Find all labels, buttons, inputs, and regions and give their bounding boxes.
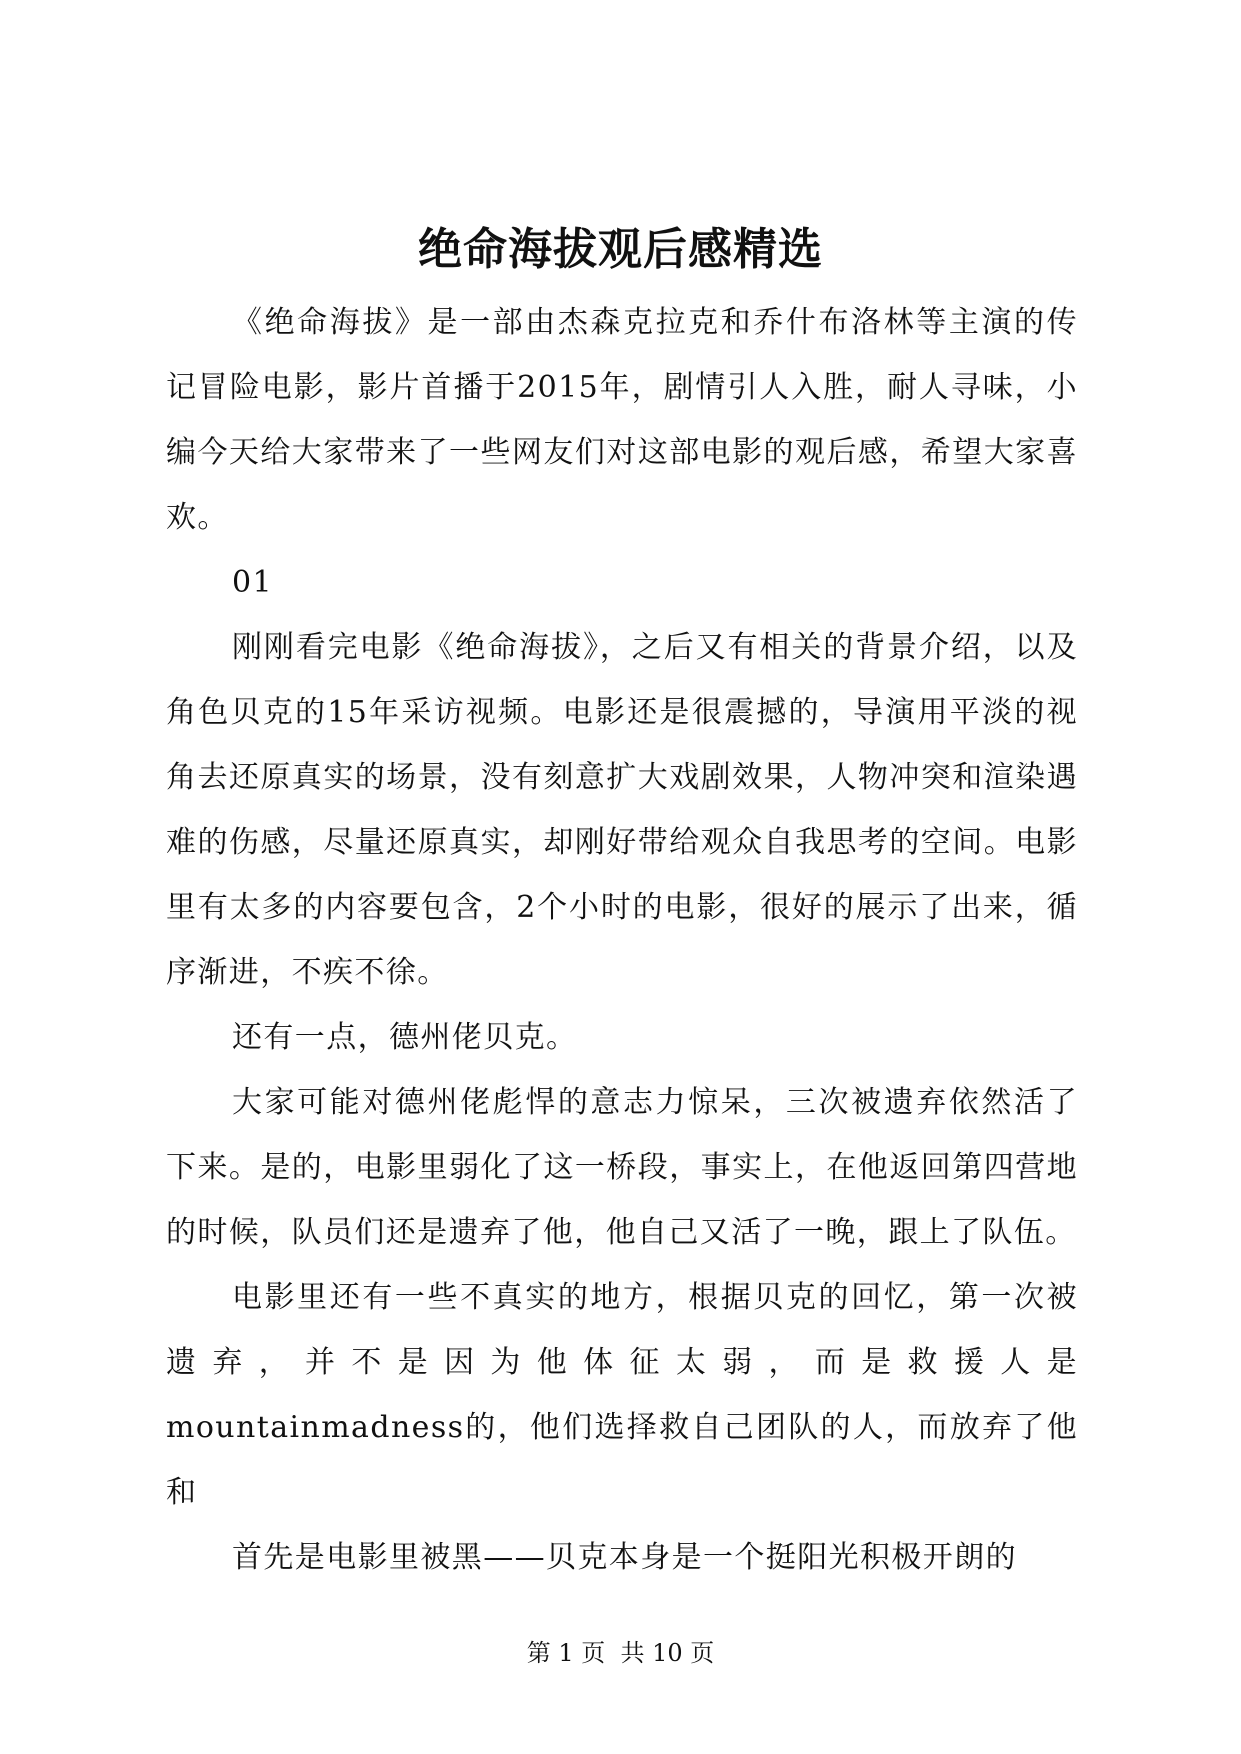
- paragraph-review-3: 大家可能对德州佬彪悍的意志力惊呆，三次被遗弃依然活了下来。是的，电影里弱化了这一桥段，事实上，在他返回第四营地的时候，队员们还是遗弃了他，他自己又活了一晚，跟上了队伍。: [166, 1085, 1078, 1250]
- paragraph-review-1: 刚刚看完电影《绝命海拔》，之后又有相关的背景介绍，以及角色贝克的15年采访视频。电影还是很震撼的，导演用平淡的视角去还原真实的场景，没有刻意扩大戏剧效果，人物冲突和渲染遇难的伤感，尽量还原真实，却刚好带给观众自我思考的空间。电影里有太多的内容要包含，2个小时的电影，很好的展示了出来，循序渐进，不疾不徐。: [166, 630, 1078, 990]
- page-number: 第 1 页 共 10 页: [526, 1639, 715, 1667]
- paragraph-review-4: 电影里还有一些不真实的地方，根据贝克的回忆，第一次被遗弃，并不是因为他体征太弱，而是救援人是mountainmadness的，他们选择救自己团队的人，而放弃了他和: [166, 1280, 1078, 1510]
- paragraph-section-number: 01: [232, 565, 273, 600]
- document-body: [166, 290, 1078, 1590]
- paragraph-intro: 《绝命海拔》是一部由杰森克拉克和乔什布洛林等主演的传记冒险电影，影片首播于2015年，剧情引人入胜，耐人寻味，小编今天给大家带来了一些网友们对这部电影的观后感，希望大家喜欢。: [166, 305, 1078, 535]
- paragraph-review-2: 还有一点，德州佬贝克。: [232, 1020, 578, 1055]
- paragraph-review-5: 首先是电影里被黑——贝克本身是一个挺阳光积极开朗的: [232, 1540, 1017, 1575]
- page-footer: [0, 1637, 1241, 1669]
- document-title: 绝命海拔观后感精选: [418, 224, 823, 275]
